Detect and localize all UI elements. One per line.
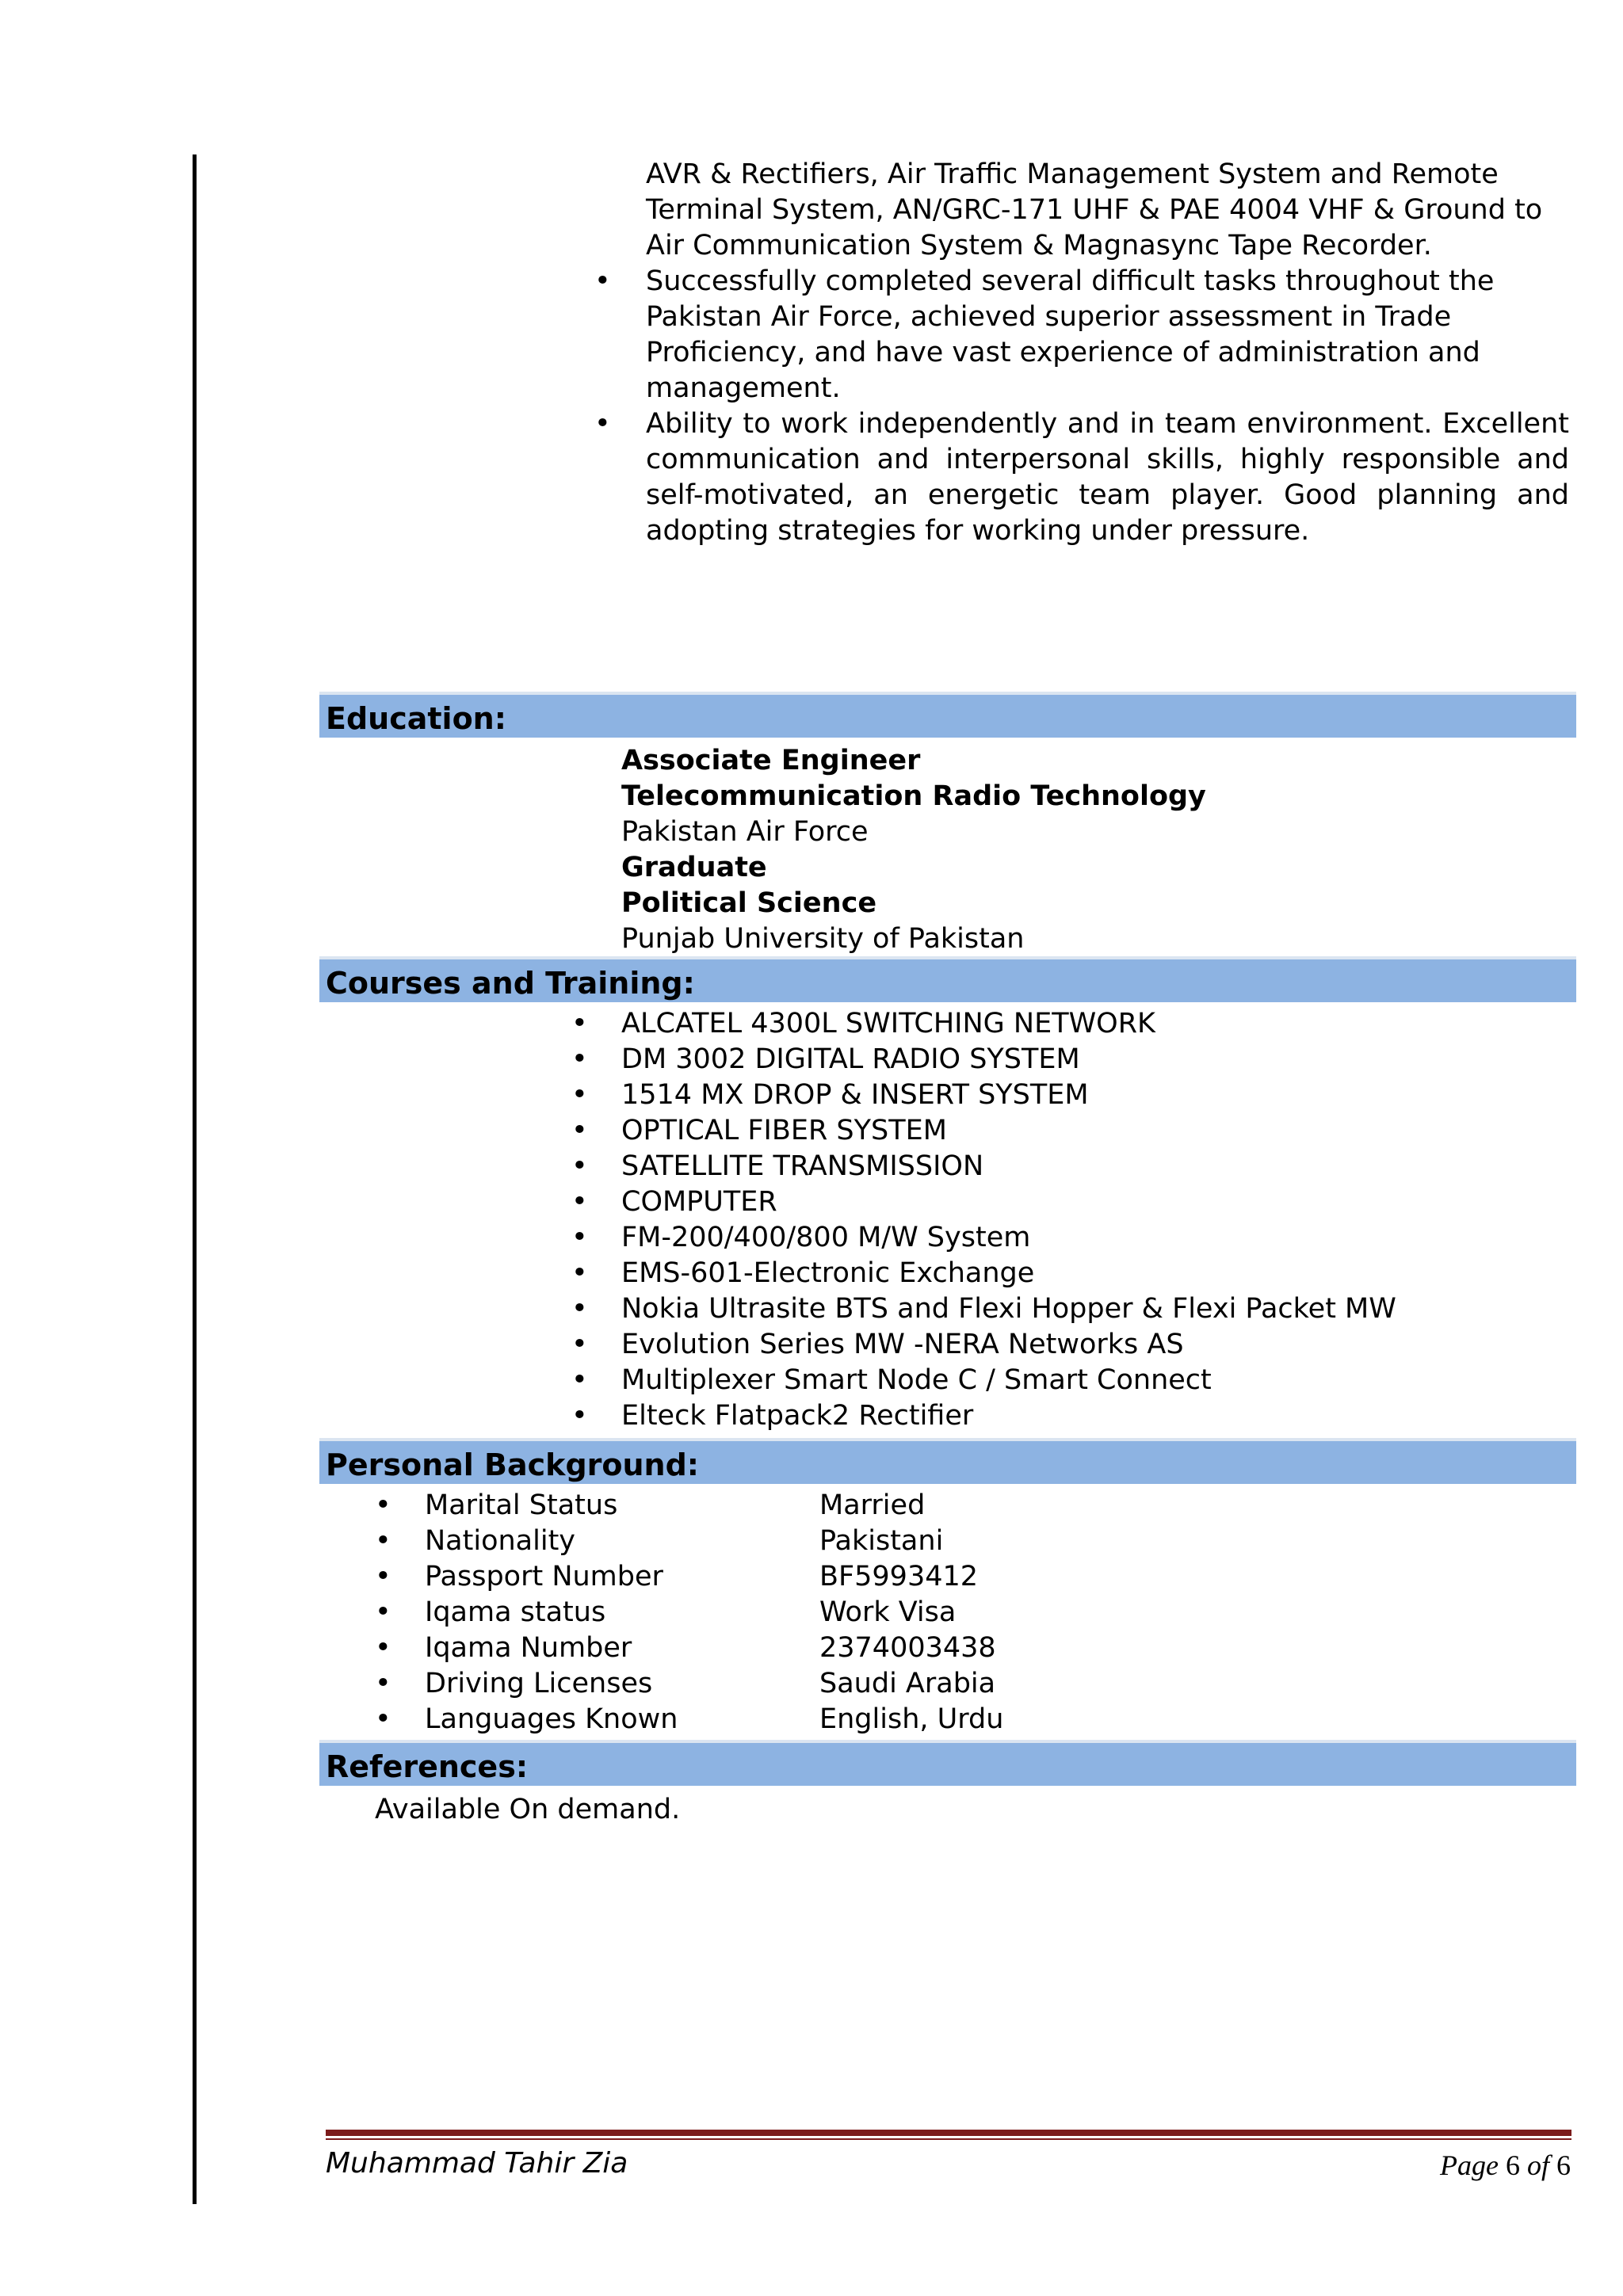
section-title: Education:: [326, 701, 506, 736]
list-item: • Evolution Series MW -NERA Networks AS: [621, 1327, 1396, 1363]
bullet-icon: •: [375, 1632, 391, 1664]
detail-row: [375, 1630, 996, 1666]
experience-continued: [594, 157, 1569, 549]
section-header-personal: [319, 1438, 1576, 1484]
bullet-icon: •: [571, 1400, 588, 1432]
bullet-icon: •: [571, 1079, 588, 1111]
detail-label: Languages Known: [425, 1703, 678, 1735]
experience-bullet: • Successfully completed several difficult tasks throughout the Pakistan Air Force, achieved superior assessment in Trade Proficiency, and have vast experience of administration and management.: [594, 265, 1495, 404]
list-item: • ALCATEL 4300L SWITCHING NETWORK: [621, 1006, 1396, 1042]
bullet-icon: •: [571, 1293, 588, 1325]
education-line: Telecommunication Radio Technology: [621, 780, 1206, 812]
bullet-icon: •: [571, 1115, 588, 1146]
bullet-icon: •: [571, 1257, 588, 1289]
detail-label: Iqama Number: [425, 1632, 632, 1664]
detail-value: 2374003438: [819, 1632, 996, 1664]
list-item: • DM 3002 DIGITAL RADIO SYSTEM: [621, 1042, 1396, 1077]
bullet-icon: •: [571, 1008, 588, 1039]
bullet-icon: •: [375, 1489, 391, 1521]
personal-details: [375, 1488, 1004, 1737]
section-header-references: [319, 1740, 1576, 1786]
courses-list: [571, 1006, 1396, 1434]
detail-label: Marital Status: [425, 1489, 618, 1521]
left-margin-rule: [193, 154, 197, 2204]
carry-line: Terminal System, AN/GRC-171 UHF & PAE 4004 VHF & Ground to: [646, 194, 1543, 226]
references-text: Available On demand.: [375, 1794, 681, 1825]
detail-value: English, Urdu: [819, 1703, 1004, 1735]
footer-author-name: Muhammad Tahir Zia: [326, 2147, 628, 2180]
bullet-icon: •: [571, 1186, 588, 1218]
detail-value: Pakistani: [819, 1525, 944, 1557]
carry-line: AVR & Rectifiers, Air Traffic Management System and Remote: [646, 158, 1499, 190]
detail-row: [375, 1702, 1004, 1737]
education-list: [621, 743, 1206, 957]
bullet-icon: •: [571, 1364, 588, 1396]
bullet-icon: •: [375, 1596, 391, 1628]
footer-rule: [326, 2130, 1571, 2136]
list-item: • Multiplexer Smart Node C / Smart Connect: [621, 1363, 1396, 1398]
section-title: References:: [326, 1749, 529, 1784]
education-line: Political Science: [621, 887, 877, 919]
education-line: Graduate: [621, 852, 767, 883]
list-item: • Nokia Ultrasite BTS and Flexi Hopper & Flexi Packet MW: [621, 1291, 1396, 1327]
list-item: • 1514 MX DROP & INSERT SYSTEM: [621, 1077, 1396, 1113]
bullet-icon: •: [375, 1525, 391, 1557]
carry-line: Air Communication System & Magnasync Tape Recorder.: [646, 230, 1432, 261]
bullet-icon: •: [571, 1043, 588, 1075]
detail-row: [375, 1488, 926, 1524]
bullet-icon: •: [375, 1703, 391, 1735]
detail-value: Saudi Arabia: [819, 1668, 996, 1699]
list-item: • OPTICAL FIBER SYSTEM: [621, 1113, 1396, 1149]
footer-rule: [326, 2138, 1571, 2140]
detail-row: [375, 1666, 996, 1702]
detail-row: [375, 1595, 957, 1630]
list-item: • SATELLITE TRANSMISSION: [621, 1149, 1396, 1184]
detail-label: Passport Number: [425, 1561, 663, 1592]
bullet-icon: •: [571, 1150, 588, 1182]
list-item: • FM-200/400/800 M/W System: [621, 1220, 1396, 1256]
section-header-education: [319, 692, 1576, 738]
bullet-icon: •: [375, 1561, 391, 1592]
footer-page-number: Page 6 of 6: [1440, 2149, 1571, 2181]
list-item: • Elteck Flatpack2 Rectifier: [621, 1398, 1396, 1434]
detail-label: Nationality: [425, 1525, 576, 1557]
detail-row: [375, 1524, 944, 1559]
section-title: Personal Background:: [326, 1447, 699, 1482]
section-title: Courses and Training:: [326, 966, 695, 1001]
education-line: Associate Engineer: [621, 745, 921, 776]
detail-value: Married: [819, 1489, 926, 1521]
experience-bullet: • Ability to work independently and in team environment. Excellent communication and interpersonal skills, highly responsible and self-motivated, an energetic team player. Good planning and adopting strategies for working under pressure.: [594, 408, 1569, 547]
detail-label: Driving Licenses: [425, 1668, 653, 1699]
education-line: Punjab University of Pakistan: [621, 923, 1025, 955]
bullet-icon: •: [375, 1668, 391, 1699]
list-item: • COMPUTER: [621, 1184, 1396, 1220]
detail-value: Work Visa: [819, 1596, 957, 1628]
list-item: • EMS-601-Electronic Exchange: [621, 1256, 1396, 1291]
bullet-icon: •: [594, 408, 611, 440]
bullet-icon: •: [571, 1329, 588, 1360]
section-header-courses: [319, 956, 1576, 1002]
bullet-icon: •: [594, 265, 611, 297]
detail-row: [375, 1559, 979, 1595]
bullet-icon: •: [571, 1222, 588, 1253]
detail-value: BF5993412: [819, 1561, 979, 1592]
education-line: Pakistan Air Force: [621, 816, 869, 848]
detail-label: Iqama status: [425, 1596, 606, 1628]
